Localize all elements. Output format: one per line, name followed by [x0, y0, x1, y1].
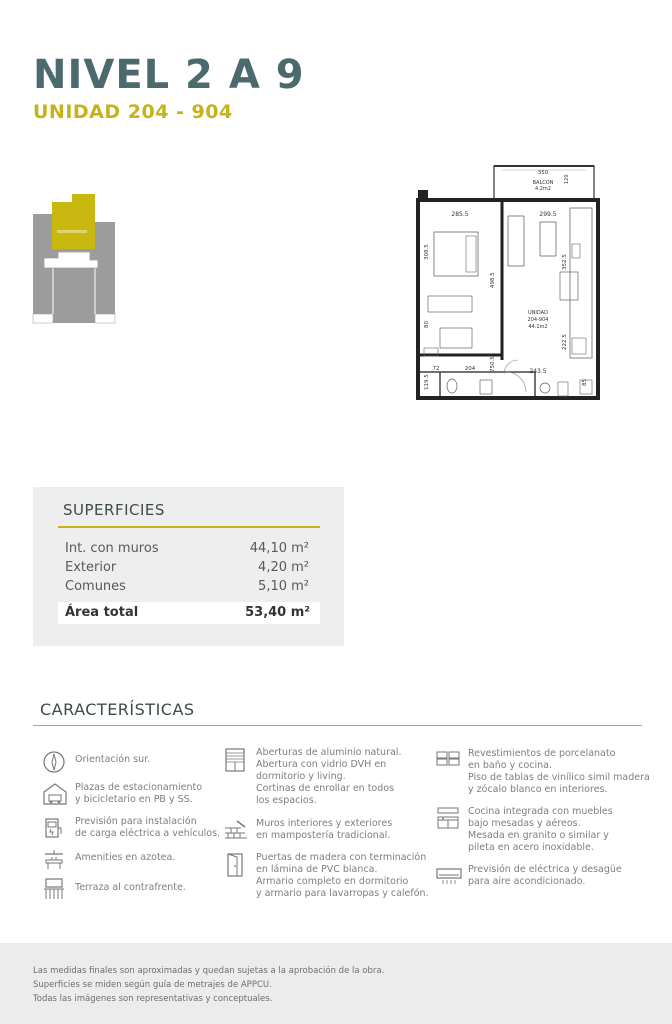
dim-350: 350: [537, 170, 549, 176]
feature-text: Orientación sur.: [75, 754, 151, 765]
feature-text: y zócalo blanco en interiores.: [468, 784, 608, 795]
surfaces-title: SUPERFICIES: [63, 501, 165, 519]
feature-text: Mesada en granito o similar y: [468, 830, 609, 841]
dim-85: 85: [582, 379, 588, 386]
kitchen-icon: [435, 806, 461, 830]
unit-number: 204-904: [527, 317, 549, 323]
footer-line: Las medidas finales son aproximadas y quedan sujetas a la aprobación de la obra.: [33, 966, 385, 976]
feature-text: Cocina integrada con muebles: [468, 806, 613, 817]
building-keyplan: [30, 190, 120, 325]
surface-row: [65, 579, 319, 594]
ev-charger-icon: [42, 816, 66, 840]
door-icon: [223, 852, 247, 878]
feature-text: en lámina de PVC blanca.: [256, 864, 378, 875]
footer-line: Todas las imágenes son representativas y conceptuales.: [33, 994, 273, 1004]
feature-text: Armario completo en dormitorio: [256, 876, 409, 887]
feature-text: en mampostería tradicional.: [256, 830, 391, 841]
dim-750-5: 750.5: [490, 356, 496, 372]
surface-label: Exterior: [65, 560, 117, 575]
brick-wall-icon: [223, 818, 249, 842]
dim-72: 72: [432, 366, 440, 372]
feature-text: bajo mesadas y aéreos.: [468, 818, 581, 829]
unit-area: 44.1m2: [528, 324, 548, 330]
feature-text: Puertas de madera con terminación: [256, 852, 427, 863]
feature-text: Muros interiores y exteriores: [256, 818, 393, 829]
feature-text: Terraza al contrafrente.: [75, 882, 186, 893]
features-title: CARACTERÍSTICAS: [40, 700, 195, 719]
feature-text: para aire acondicionado.: [468, 876, 586, 887]
feature-text: Cortinas de enrollar en todos: [256, 783, 395, 794]
surface-total-row: [58, 602, 320, 624]
feature-text: Piso de tablas de vinílico simil madera: [468, 772, 650, 783]
feature-text: Amenities en azotea.: [75, 852, 176, 863]
balcony-area: 4.2m2: [534, 186, 552, 192]
garage-icon: [42, 782, 68, 806]
feature-text: Previsión para instalación: [75, 816, 197, 827]
footer-disclaimer: [0, 943, 672, 1024]
dim-222-5: 222.5: [562, 334, 568, 350]
surface-row: [65, 541, 319, 556]
air-conditioner-icon: [435, 864, 463, 886]
dim-498-5: 498.5: [490, 272, 496, 288]
surface-label: Comunes: [65, 579, 126, 594]
dim-285-5: 285.5: [451, 211, 469, 218]
feature-text: Previsión de eléctrica y desagüe: [468, 864, 622, 875]
feature-text: dormitorio y living.: [256, 771, 346, 782]
total-label: Área total: [65, 605, 139, 620]
window-icon: [223, 747, 247, 773]
unit-label: UNIDAD: [528, 310, 548, 316]
surface-value: 44,10 m²: [249, 541, 309, 556]
feature-text: pileta en acero inoxidable.: [468, 842, 594, 853]
terrace-icon: [42, 877, 66, 901]
surfaces-panel: [33, 487, 344, 646]
unit-floor-plan: [410, 160, 600, 405]
feature-text: Revestimientos de porcelanato: [468, 748, 616, 759]
surfaces-divider: [58, 526, 320, 528]
feature-text: en baño y cocina.: [468, 760, 552, 771]
dim-204: 204: [464, 366, 476, 372]
dim-119-5: 119.5: [424, 374, 430, 390]
total-value: 53,40 m²: [245, 605, 310, 620]
dim-120: 120: [564, 174, 570, 184]
balcony-label: BALCON: [532, 180, 554, 186]
tiles-icon: [435, 748, 461, 768]
compass-icon: [42, 750, 66, 774]
dim-243-5: 243.5: [529, 368, 547, 375]
surface-value: 4,20 m²: [258, 560, 309, 575]
feature-text: Abertura con vidrio DVH en: [256, 759, 387, 770]
feature-text: y bicicletario en PB y SS.: [75, 794, 193, 805]
surface-row: [65, 560, 319, 575]
dim-352-5: 352.5: [562, 254, 568, 270]
feature-text: los espacios.: [256, 795, 317, 806]
dim-80: 80: [424, 321, 430, 328]
feature-text: Plazas de estacionamiento: [75, 782, 203, 793]
feature-text: Aberturas de aluminio natural.: [256, 747, 402, 758]
feature-text: y armario para lavarropas y calefón.: [256, 888, 429, 899]
footer-line: Superficies se miden según guía de metrajes de APPCU.: [33, 980, 272, 990]
unit-subtitle: UNIDAD 204 - 904: [33, 101, 233, 123]
feature-text: de carga eléctrica a vehículos.: [75, 828, 221, 839]
dim-299-5: 299.5: [539, 211, 557, 218]
page-title: NIVEL 2 A 9: [33, 52, 305, 98]
surface-value: 5,10 m²: [258, 579, 309, 594]
features-divider: [33, 725, 642, 726]
dim-308-5: 308.5: [424, 244, 430, 260]
amenities-icon: [42, 848, 66, 872]
surface-label: Int. con muros: [65, 541, 159, 556]
